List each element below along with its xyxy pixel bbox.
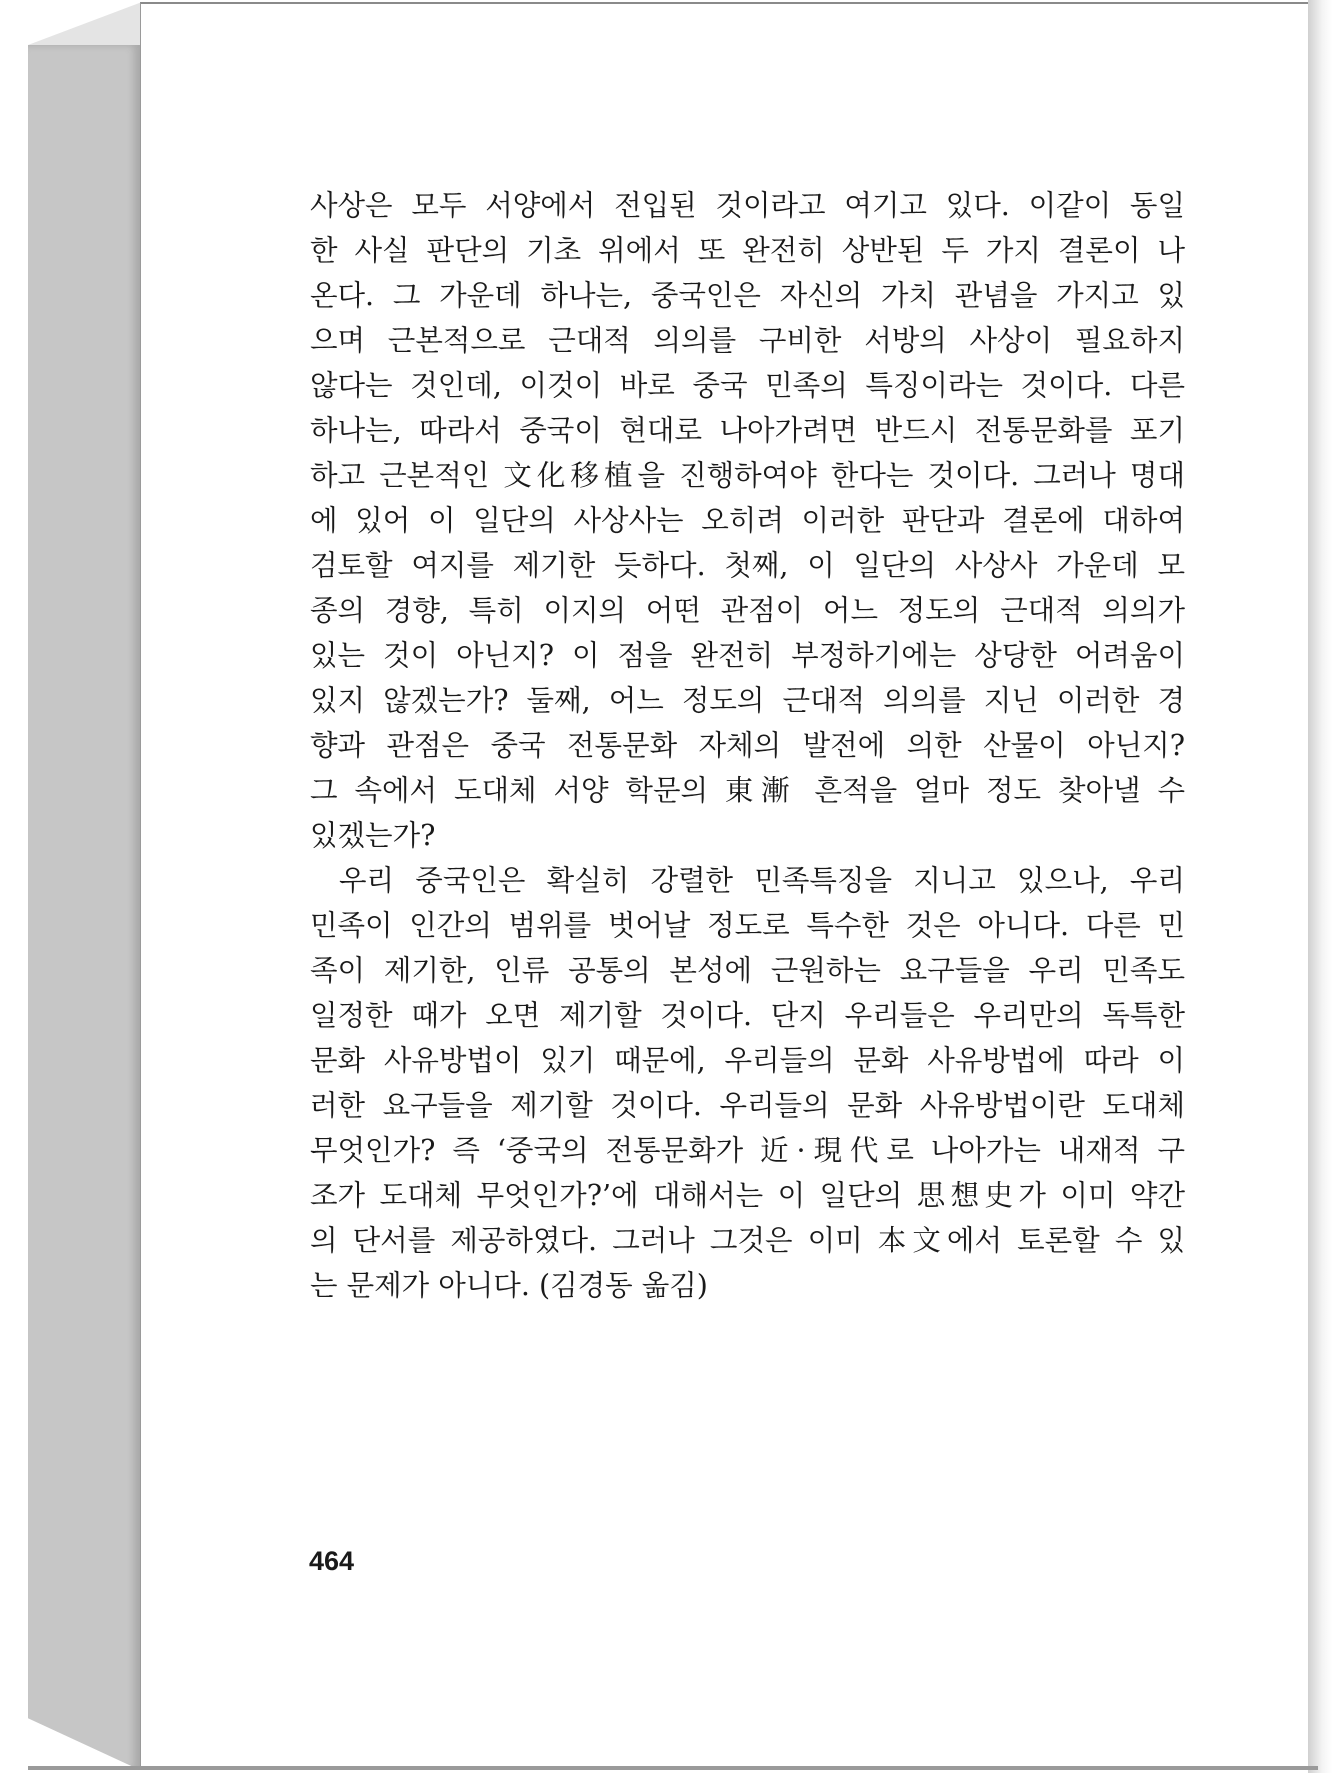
paragraph-2: [310, 858, 1185, 1308]
text-line: 향과 관점은 중국 전통문화 자체의 발전에 의한 산물이 아닌지?: [310, 729, 1185, 762]
text-line: 의 단서를 제공하였다. 그러나 그것은 이미 本文에서 토론할 수 있: [310, 1224, 1185, 1257]
text-line: 문화 사유방법이 있기 때문에, 우리들의 문화 사유방법에 따라 이: [310, 1044, 1185, 1077]
text-line: 조가 도대체 무엇인가?’에 대해서는 이 일단의 思想史가 이미 약간: [310, 1179, 1185, 1212]
text-line: 있겠는가?: [310, 819, 436, 852]
text-line: 족이 제기한, 인류 공통의 본성에 근원하는 요구들을 우리 민족도: [310, 954, 1185, 987]
text-line: 하나는, 따라서 중국이 현대로 나아가려면 반드시 전통문화를 포기: [310, 414, 1185, 447]
text-line: 으며 근본적으로 근대적 의의를 구비한 서방의 사상이 필요하지: [310, 324, 1185, 357]
text-line: 그 속에서 도대체 서양 학문의 東漸 흔적을 얼마 정도 찾아낼 수: [310, 774, 1185, 807]
body-text: [310, 183, 1185, 1308]
text-line: 우리 중국인은 확실히 강렬한 민족특징을 지니고 있으나, 우리: [339, 864, 1185, 897]
text-line: 하고 근본적인 文化移植을 진행하여야 한다는 것이다. 그러나 명대: [310, 459, 1185, 492]
paragraph-1: [310, 183, 1185, 858]
page-number: 464: [309, 1546, 355, 1576]
book-bottom-edge: [28, 1766, 1318, 1770]
text-line: 에 있어 이 일단의 사상사는 오히려 이러한 판단과 결론에 대하여: [310, 504, 1185, 537]
text-line: 한 사실 판단의 기초 위에서 또 완전히 상반된 두 가지 결론이 나: [310, 234, 1185, 267]
text-line: 검토할 여지를 제기한 듯하다. 첫째, 이 일단의 사상사 가운데 모: [310, 549, 1185, 582]
book-spine: [28, 45, 140, 1770]
text-line: 민족이 인간의 범위를 벗어날 정도로 특수한 것은 아니다. 다른 민: [310, 909, 1185, 942]
text-line: 사상은 모두 서양에서 전입된 것이라고 여기고 있다. 이같이 동일: [310, 189, 1185, 222]
text-line: 러한 요구들을 제기할 것이다. 우리들의 문화 사유방법이란 도대체: [310, 1089, 1185, 1122]
text-line: 종의 경향, 특히 이지의 어떤 관점이 어느 정도의 근대적 의의가: [310, 594, 1185, 627]
text-line: 무엇인가? 즉 ‘중국의 전통문화가 近·現代로 나아가는 내재적 구: [310, 1134, 1185, 1167]
text-line: 있지 않겠는가? 둘째, 어느 정도의 근대적 의의를 지닌 이러한 경: [310, 684, 1185, 717]
text-line: 않다는 것인데, 이것이 바로 중국 민족의 특징이라는 것이다. 다른: [310, 369, 1185, 402]
page-edge-shadow: [1308, 0, 1332, 1773]
text-line: 는 문제가 아니다. (김경동 옮김): [310, 1269, 708, 1302]
book-spine-top: [28, 2, 142, 52]
text-line: 온다. 그 가운데 하나는, 중국인은 자신의 가치 관념을 가지고 있: [310, 279, 1185, 312]
text-line: 일정한 때가 오면 제기할 것이다. 단지 우리들은 우리만의 독특한: [310, 999, 1185, 1032]
text-line: 있는 것이 아닌지? 이 점을 완전히 부정하기에는 상당한 어려움이: [310, 639, 1185, 672]
